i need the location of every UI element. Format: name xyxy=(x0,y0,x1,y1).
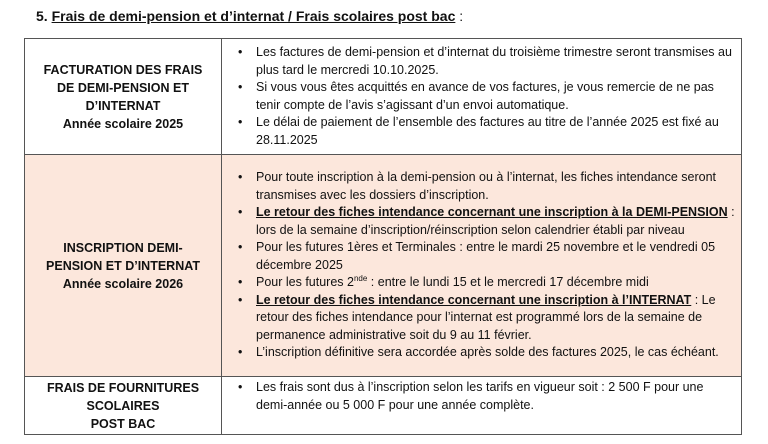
list-item xyxy=(256,204,735,239)
table-row-facturation xyxy=(25,39,742,155)
list-item: • Les factures de demi-pension et d’internat du troisième trimestre seront transmises au plus tard le mercredi 10.10.2025. xyxy=(256,44,735,79)
section-colon: : xyxy=(455,8,464,24)
row-label-line: Année scolaire 2025 xyxy=(62,116,184,131)
table-row-inscription xyxy=(25,155,742,377)
row-label-facturation xyxy=(25,39,222,155)
list-item: • Si vous vous êtes acquittés en avance de vos factures, je vous remercie de ne pas tenir compte de l’avis s’agissant d’un envoi automatique. xyxy=(256,79,735,114)
row-label-line: PENSION ET D’INTERNAT xyxy=(46,258,200,273)
list-item: • L’inscription définitive sera accordée après solde des factures 2025, le cas échéant. xyxy=(256,344,735,362)
row-label-line: SCOLAIRES xyxy=(86,398,160,413)
list-item: • Les frais sont dus à l’inscription selon les tarifs en vigueur soit : 2 500 F pour une demi-année ou 5 000 F pour une année complète. xyxy=(256,379,735,414)
table-row-fournitures xyxy=(25,377,742,435)
list-item-text: : Le retour des fiches intendance pour l’internat est programmé lors de la semaine de permanence administrative soit du 9 au 11 février. xyxy=(256,292,716,342)
row-content-facturation xyxy=(222,39,742,155)
row-content-fournitures xyxy=(222,377,742,435)
list-item: • Pour les futures 1ères et Terminales : entre le mardi 25 novembre et le vendredi 05 décembre 2025 xyxy=(256,239,735,274)
section-number: 5. xyxy=(36,8,48,24)
row-label-inscription xyxy=(25,155,222,377)
row-label-fournitures xyxy=(25,377,222,435)
fees-table xyxy=(24,38,742,435)
list-item-text: Pour les futures 2 xyxy=(256,275,354,290)
row-label-line: D’INTERNAT xyxy=(85,98,161,113)
section-title: Frais de demi-pension et d’internat / Frais scolaires post bac xyxy=(51,8,456,24)
section-heading xyxy=(36,8,463,24)
bold-underlined-text: Le retour des fiches intendance concernant une inscription à la DEMI-PENSION xyxy=(256,205,728,220)
list-item-text: : entre le lundi 15 et le mercredi 17 décembre midi xyxy=(367,275,649,290)
row-label-line: INSCRIPTION DEMI- xyxy=(63,240,183,255)
bullet-list xyxy=(222,44,735,149)
list-item xyxy=(256,274,735,292)
bullet-list xyxy=(222,169,735,362)
list-item xyxy=(256,292,735,345)
row-label-line: Année scolaire 2026 xyxy=(62,276,184,291)
row-label-line: POST BAC xyxy=(90,416,156,431)
superscript: nde xyxy=(353,274,368,284)
list-item: • Le délai de paiement de l’ensemble des factures au titre de l’année 2025 est fixé au 28.11.2025 xyxy=(256,114,735,149)
bold-underlined-text: Le retour des fiches intendance concernant une inscription à l’INTERNAT xyxy=(256,292,692,307)
row-content-inscription xyxy=(222,155,742,377)
row-label-line: FRAIS DE FOURNITURES xyxy=(46,380,200,395)
row-label-line: DE DEMI-PENSION ET xyxy=(57,80,189,95)
list-item: • Pour toute inscription à la demi-pension ou à l’internat, les fiches intendance seront transmises avec les dossiers d’inscription. xyxy=(256,169,735,204)
bullet-list xyxy=(222,379,735,414)
list-item-text: : lors de la semaine d’inscription/réinscription selon calendrier établi par niveau xyxy=(256,205,735,237)
row-label-line: FACTURATION DES FRAIS xyxy=(43,62,203,77)
